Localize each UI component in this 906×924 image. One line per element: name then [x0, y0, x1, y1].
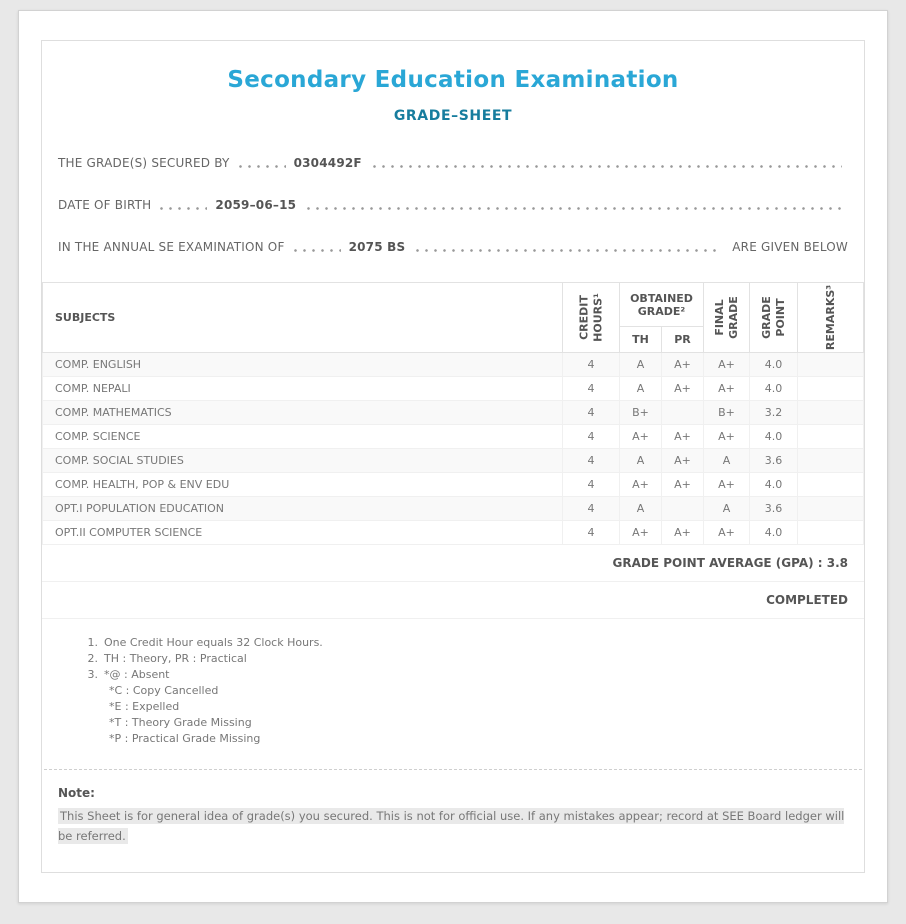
- grade-point-column-header: [750, 283, 798, 353]
- practical-grade-cell: [662, 401, 704, 425]
- dot-leader: [236, 165, 286, 168]
- gradesheet-panel: [41, 40, 865, 873]
- theory-grade-cell: A+: [620, 425, 662, 449]
- subject-cell: OPT.I POPULATION EDUCATION: [43, 497, 563, 521]
- note-label: Note:: [58, 786, 95, 800]
- gpa-row: GRADE POINT AVERAGE (GPA) : 3.8: [42, 545, 864, 582]
- symbol-number-value: 0304492F: [293, 156, 362, 170]
- dot-leader: [157, 207, 207, 210]
- final-grade-cell: A: [704, 449, 750, 473]
- subject-cell: COMP. HEALTH, POP & ENV EDU: [43, 473, 563, 497]
- footnote-text: *@ : Absent: [104, 668, 170, 681]
- footnote-number: 3.: [87, 668, 98, 681]
- footnote-number: 2.: [87, 652, 98, 665]
- info-label: DATE OF BIRTH: [58, 198, 152, 212]
- exam-year-value: 2075 BS: [348, 240, 406, 254]
- credit-cell: 4: [563, 377, 620, 401]
- remarks-cell: [798, 449, 864, 473]
- final-grade-cell: A+: [704, 521, 750, 545]
- remarks-column-header: [798, 283, 864, 353]
- footnotes-section: [42, 619, 864, 747]
- grade-point-cell: 4.0: [750, 521, 798, 545]
- student-info-section: [42, 156, 864, 254]
- final-grade-cell: A: [704, 497, 750, 521]
- page-subtitle: GRADE–SHEET: [393, 108, 513, 124]
- remarks-cell: [798, 377, 864, 401]
- subject-cell: COMP. MATHEMATICS: [43, 401, 563, 425]
- grade-point-cell: 4.0: [750, 473, 798, 497]
- grade-point-cell: 3.6: [750, 497, 798, 521]
- subject-cell: COMP. ENGLISH: [43, 353, 563, 377]
- status-row: COMPLETED: [42, 582, 864, 619]
- subject-cell: COMP. SCIENCE: [43, 425, 563, 449]
- date-of-birth-value: 2059–06–15: [215, 198, 297, 212]
- obtained-grade-column-header: OBTAINED GRADE²: [620, 283, 704, 327]
- theory-grade-cell: A: [620, 353, 662, 377]
- practical-grade-cell: [662, 497, 704, 521]
- final-grade-cell: A+: [704, 377, 750, 401]
- subjects-column-header: SUBJECTS: [43, 283, 563, 353]
- page-title: Secondary Education Examination: [227, 67, 679, 93]
- final-grade-label: FINAL GRADE: [713, 296, 740, 339]
- credit-cell: 4: [563, 521, 620, 545]
- info-suffix: ARE GIVEN BELOW: [732, 240, 848, 254]
- remarks-cell: [798, 425, 864, 449]
- footnote-item: [82, 651, 848, 667]
- grade-point-cell: 3.2: [750, 401, 798, 425]
- practical-subcolumn-header: PR: [662, 327, 704, 353]
- dot-leader: [413, 249, 722, 252]
- footnote-text: *P : Practical Grade Missing: [109, 732, 261, 745]
- info-label: THE GRADE(S) SECURED BY: [58, 156, 230, 170]
- theory-grade-cell: A: [620, 497, 662, 521]
- final-grade-cell: A+: [704, 353, 750, 377]
- table-row: [43, 449, 864, 473]
- grades-secured-line: [58, 156, 848, 170]
- theory-subcolumn-header: TH: [620, 327, 662, 353]
- table-row: [43, 497, 864, 521]
- info-label: IN THE ANNUAL SE EXAMINATION OF: [58, 240, 285, 254]
- credit-cell: 4: [563, 449, 620, 473]
- theory-grade-cell: A: [620, 449, 662, 473]
- practical-grade-cell: A+: [662, 473, 704, 497]
- practical-grade-cell: A+: [662, 377, 704, 401]
- table-row: [43, 353, 864, 377]
- grade-point-cell: 3.6: [750, 449, 798, 473]
- footnote-text: TH : Theory, PR : Practical: [104, 652, 247, 665]
- footnote-item: [82, 635, 848, 651]
- grade-point-cell: 4.0: [750, 425, 798, 449]
- note-text: This Sheet is for general idea of grade(s) you secured. This is not for official use. If any mistakes appear; record at SEE Board ledger will be referred.: [58, 809, 845, 844]
- date-of-birth-line: [58, 198, 848, 212]
- remarks-cell: [798, 521, 864, 545]
- gradesheet-window: [18, 10, 888, 903]
- remarks-label: REMARKS³: [823, 284, 837, 351]
- practical-grade-cell: A+: [662, 521, 704, 545]
- examination-year-line: [58, 240, 848, 254]
- remarks-cell: [798, 401, 864, 425]
- footnote-text: *E : Expelled: [109, 700, 180, 713]
- remarks-cell: [798, 353, 864, 377]
- grade-point-cell: 4.0: [750, 377, 798, 401]
- remarks-cell: [798, 497, 864, 521]
- footnote-text: *T : Theory Grade Missing: [109, 716, 252, 729]
- credit-cell: 4: [563, 425, 620, 449]
- grades-table-header: [43, 283, 864, 353]
- table-row: [43, 473, 864, 497]
- footnote-text: One Credit Hour equals 32 Clock Hours.: [104, 636, 323, 649]
- final-grade-cell: A+: [704, 473, 750, 497]
- credit-hours-column-header: [563, 283, 620, 353]
- subject-cell: COMP. SOCIAL STUDIES: [43, 449, 563, 473]
- credit-cell: 4: [563, 497, 620, 521]
- grades-table-body: [43, 353, 864, 545]
- table-row: [43, 401, 864, 425]
- dot-leader: [370, 165, 842, 168]
- practical-grade-cell: A+: [662, 353, 704, 377]
- remarks-cell: [798, 473, 864, 497]
- practical-grade-cell: A+: [662, 449, 704, 473]
- grade-point-label: GRADE POINT: [760, 296, 787, 339]
- footnote-text: *C : Copy Cancelled: [109, 684, 219, 697]
- table-row: [43, 425, 864, 449]
- final-grade-cell: B+: [704, 401, 750, 425]
- grade-point-cell: 4.0: [750, 353, 798, 377]
- dot-leader: [291, 249, 341, 252]
- credit-cell: 4: [563, 353, 620, 377]
- note-section: [42, 770, 864, 846]
- subject-cell: COMP. NEPALI: [43, 377, 563, 401]
- table-row: [43, 377, 864, 401]
- subject-cell: OPT.II COMPUTER SCIENCE: [43, 521, 563, 545]
- credit-cell: 4: [563, 401, 620, 425]
- credit-hours-label: CREDIT HOURS¹: [577, 293, 604, 342]
- practical-grade-cell: A+: [662, 425, 704, 449]
- final-grade-cell: A+: [704, 425, 750, 449]
- theory-grade-cell: A: [620, 377, 662, 401]
- credit-cell: 4: [563, 473, 620, 497]
- grades-table: [42, 282, 864, 545]
- footnote-number: 1.: [87, 636, 98, 649]
- theory-grade-cell: B+: [620, 401, 662, 425]
- theory-grade-cell: A+: [620, 473, 662, 497]
- table-row: [43, 521, 864, 545]
- footnote-item: [82, 667, 848, 747]
- dot-leader: [304, 207, 842, 210]
- theory-grade-cell: A+: [620, 521, 662, 545]
